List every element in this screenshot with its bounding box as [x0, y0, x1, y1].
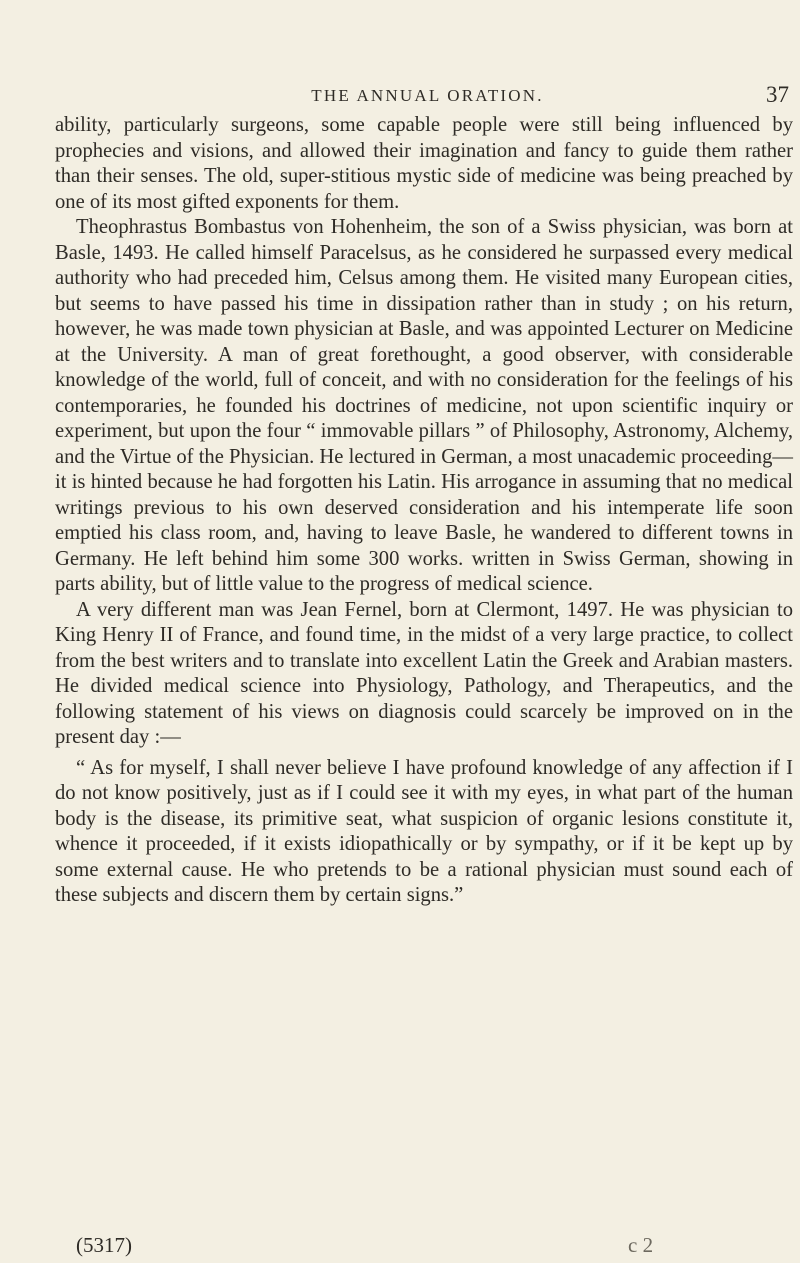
running-title: THE ANNUAL ORATION. [311, 86, 544, 105]
paragraph-paracelsus: Theophrastus Bombastus von Hohenheim, the son of a Swiss physician, was born at Basle, 1493. He called himself Paracelsus, as he considered he surpassed every medical authority who had preceded him, Celsus among them. He visited many European cities, but seems to have passed his time in dissipation rather than in study ; on his return, however, he was made town physician at Basle, and was appointed Lecturer on Medicine at the University. A man of great forethought, a good observer, with considerable knowledge of the world, full of conceit, and with no consideration for the feelings of his contemporaries, he founded his doctrines of medicine, not upon scientific inquiry or experiment, but upon the four “ immovable pillars ” of Philosophy, Astronomy, Alchemy, and the Virtue of the Physician. He lectured in German, a most unacademic proceeding—it is hinted because he had forgotten his Latin. His arrogance in assuming that no medical writings previous to his own deserved consideration and his intemperate life soon emptied his class room, and, having to leave Basle, he wandered to different towns in Germany. He left behind him some 300 works. written in Swiss German, showing in parts ability, but of little value to the progress of medical science. [55, 216, 793, 595]
paragraph-quotation: “ As for myself, I shall never believe I have profound knowledge of any affection if I do not know positively, just as if I could see it with my eyes, in what part of the human body is the disease, its primitive seat, what suspicion of organic lesions constitute it, whence it proceeded, if it exists idiopathically or by sympathy, or if it be kept up by some external cause. He who pretends to be a rational physician must sound each of these subjects and discern them by certain signs.” [55, 756, 793, 906]
paragraph-fernel: A very different man was Jean Fernel, born at Clermont, 1497. He was physician to King Henry II of France, and found time, in the midst of a very large practice, to collect from the best writers and to translate into excellent Latin the Greek and Arabian masters. He divided medical science into Physiology, Pathology, and Therapeutics, and the following statement of his views on diagnosis could scarcely be improved on in the present day :— [55, 598, 793, 748]
running-head [60, 84, 795, 112]
page-footer [76, 1233, 676, 1261]
print-code: (5317) [76, 1233, 132, 1257]
signature-mark: c 2 [628, 1233, 654, 1257]
page-number: 37 [766, 82, 789, 107]
body-text [55, 113, 793, 909]
paragraph-continuation: ability, particularly surgeons, some capable people were still being influenced by prophecies and visions, and allowed their imagination and fancy to guide them rather than their senses. The old, super-stitious mystic side of medicine was being preached by one of its most gifted exponents for them. [55, 114, 793, 213]
